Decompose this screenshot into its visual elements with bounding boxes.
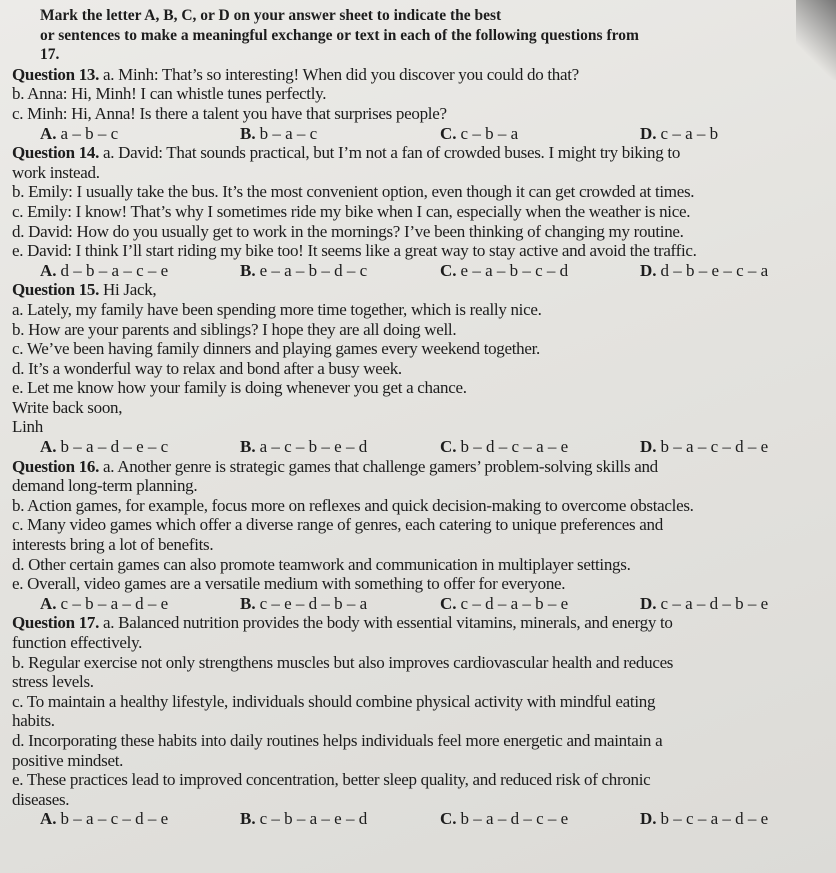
answer-option-c[interactable]	[440, 594, 630, 614]
question-line-text: e. These practices lead to improved concentration, better sleep quality, and reduced risk of chronic	[12, 770, 651, 790]
option-sequence: a – c – b – e – d	[259, 437, 368, 457]
answer-option-a[interactable]	[40, 437, 230, 457]
instruction-line: Mark the letter A, B, C, or D on your answer sheet to indicate the best	[40, 7, 502, 24]
question-line-text: Write back soon,	[12, 397, 123, 417]
answer-option-b[interactable]	[240, 261, 430, 281]
option-sequence: b – a – d – e – c	[60, 437, 169, 457]
question-line-text: positive mindset.	[12, 750, 124, 770]
option-sequence: b – d – c – a – e	[460, 437, 569, 457]
question-line	[0, 574, 836, 594]
question-line-text: c. Emily: I know! That’s why I sometimes ride my bike when I can, especially when the weather is nice.	[12, 201, 691, 221]
option-sequence: c – b – a	[460, 123, 519, 143]
option-letter: C.	[440, 809, 457, 829]
question-range: 17.	[40, 46, 60, 64]
question-line	[0, 65, 836, 85]
question-line	[0, 241, 836, 261]
question-line	[0, 613, 836, 633]
answer-option-d[interactable]	[640, 594, 830, 614]
question-label: Question 14.	[12, 143, 100, 163]
question-line	[0, 692, 836, 712]
option-sequence: c – d – a – b – e	[460, 593, 569, 613]
option-letter: D.	[640, 809, 657, 829]
question-line	[0, 555, 836, 575]
answer-option-c[interactable]	[440, 809, 630, 829]
question-line-text: e. Overall, video games are a versatile medium with something to offer for everyone.	[12, 574, 566, 594]
question-line	[0, 417, 836, 437]
answer-option-a[interactable]	[40, 594, 230, 614]
answer-option-d[interactable]	[640, 809, 830, 829]
question-line	[0, 222, 836, 242]
question-line	[0, 633, 836, 653]
question-label: Question 17.	[12, 613, 100, 633]
question-line-text: e. Let me know how your family is doing whenever you get a chance.	[12, 378, 467, 398]
option-letter: B.	[240, 123, 256, 143]
question-line	[0, 476, 836, 496]
question-line	[0, 84, 836, 104]
question-line	[0, 731, 836, 751]
answer-option-b[interactable]	[240, 809, 430, 829]
question-line-text: a. Balanced nutrition provides the body with essential vitamins, minerals, and energy to	[103, 613, 673, 633]
option-letter: B.	[240, 593, 256, 613]
question-line-text: b. How are your parents and siblings? I hope they are all doing well.	[12, 319, 457, 339]
question-line	[0, 672, 836, 692]
question-line-text: c. Minh: Hi, Anna! Is there a talent you have that surprises people?	[12, 103, 447, 123]
option-sequence: d – b – a – c – e	[60, 260, 169, 280]
option-sequence: b – a – c – d – e	[60, 809, 169, 829]
question-line	[0, 163, 836, 183]
option-sequence: a – b – c	[60, 123, 119, 143]
option-sequence: d – b – e – c – a	[660, 260, 769, 280]
option-letter: B.	[240, 437, 256, 457]
question-line	[0, 359, 836, 379]
answer-options	[0, 594, 836, 614]
instruction-line: or sentences to make a meaningful exchange or text in each of the following questions from	[40, 26, 639, 44]
option-sequence: c – a – d – b – e	[660, 593, 769, 613]
option-sequence: b – c – a – d – e	[660, 809, 769, 829]
option-letter: C.	[440, 260, 457, 280]
answer-options	[0, 437, 836, 457]
option-sequence: b – a – c	[259, 123, 318, 143]
answer-options	[0, 261, 836, 281]
question-line	[0, 320, 836, 340]
question-label: Question 15.	[12, 280, 100, 300]
answer-option-b[interactable]	[240, 594, 430, 614]
question-line-text: c. We’ve been having family dinners and playing games every weekend together.	[12, 339, 540, 359]
option-letter: B.	[240, 260, 256, 280]
question-line	[0, 457, 836, 477]
option-letter: A.	[40, 809, 57, 829]
question-line	[0, 535, 836, 555]
option-letter: A.	[40, 437, 57, 457]
answer-options	[0, 124, 836, 144]
question-line-text: stress levels.	[12, 672, 94, 692]
question-line-text: a. Another genre is strategic games that challenge gamers’ problem-solving skills and	[103, 456, 658, 476]
option-letter: D.	[640, 593, 657, 613]
question-line	[0, 653, 836, 673]
option-letter: D.	[640, 437, 657, 457]
option-sequence: e – a – b – c – d	[460, 260, 569, 280]
question-label: Question 13.	[12, 64, 100, 84]
question-line	[0, 378, 836, 398]
question-line-text: a. Lately, my family have been spending more time together, which is really nice.	[12, 299, 542, 319]
exam-sheet	[0, 6, 836, 829]
question-16	[0, 457, 836, 614]
option-letter: D.	[640, 260, 657, 280]
question-line	[0, 751, 836, 771]
question-line-text: d. It’s a wonderful way to relax and bond after a busy week.	[12, 358, 402, 378]
question-line	[0, 300, 836, 320]
question-line	[0, 104, 836, 124]
question-line-text: d. David: How do you usually get to work in the mornings? I’ve been thinking of changing my routine.	[12, 221, 684, 241]
answer-option-d[interactable]	[640, 124, 830, 144]
answer-option-c[interactable]	[440, 124, 630, 144]
question-line	[0, 496, 836, 516]
question-line-text: b. Anna: Hi, Minh! I can whistle tunes perfectly.	[12, 84, 327, 104]
question-line	[0, 515, 836, 535]
question-line-text: e. David: I think I’ll start riding my bike too! It seems like a great way to stay active and avoid the traffic.	[12, 241, 697, 261]
question-line-text: function effectively.	[12, 633, 143, 652]
question-line	[0, 790, 836, 810]
question-label: Question 16.	[12, 456, 100, 476]
option-letter: A.	[40, 260, 57, 280]
question-line-text: diseases.	[12, 789, 70, 809]
option-letter: C.	[440, 437, 457, 457]
answer-options	[0, 809, 836, 829]
question-line-text: a. Minh: That’s so interesting! When did you discover you could do that?	[103, 64, 579, 84]
option-letter: A.	[40, 593, 57, 613]
question-line-text: d. Incorporating these habits into daily routines helps individuals feel more energetic and maintain a	[12, 730, 663, 750]
answer-option-d[interactable]	[640, 261, 830, 281]
question-line	[0, 339, 836, 359]
option-letter: C.	[440, 123, 457, 143]
question-line-text: b. Emily: I usually take the bus. It’s the most convenient option, even though it can get crowded at times.	[12, 182, 695, 202]
option-sequence: c – a – b	[660, 123, 719, 143]
option-letter: A.	[40, 123, 57, 143]
question-line-text: interests bring a lot of benefits.	[12, 535, 214, 555]
question-line	[0, 143, 836, 163]
option-sequence: c – b – a – d – e	[60, 593, 169, 613]
question-line-text: Hi Jack,	[103, 280, 157, 300]
option-sequence: c – b – a – e – d	[259, 809, 368, 829]
answer-option-a[interactable]	[40, 124, 230, 144]
question-line	[0, 711, 836, 731]
question-line	[0, 770, 836, 790]
option-sequence: c – e – d – b – a	[259, 593, 368, 613]
option-sequence: b – a – d – c – e	[460, 809, 569, 829]
question-line	[0, 398, 836, 418]
question-line	[0, 202, 836, 222]
option-letter: C.	[440, 593, 457, 613]
answer-option-c[interactable]	[440, 437, 630, 457]
question-17	[0, 613, 836, 829]
question-line	[0, 182, 836, 202]
question-line-text: b. Regular exercise not only strengthens muscles but also improves cardiovascular health and reduces	[12, 652, 674, 672]
answer-option-b[interactable]	[240, 437, 430, 457]
answer-option-c[interactable]	[440, 261, 630, 281]
answer-option-d[interactable]	[640, 437, 830, 457]
answer-option-b[interactable]	[240, 124, 430, 144]
question-line-text: c. Many video games which offer a diverse range of genres, each catering to unique preferences and	[12, 515, 663, 535]
question-line-text: b. Action games, for example, focus more on reflexes and quick decision-making to overcome obstacles.	[12, 495, 694, 515]
question-line-text: a. David: That sounds practical, but I’m not a fan of crowded buses. I might try biking to	[103, 143, 681, 163]
question-14	[0, 143, 836, 280]
answer-option-a[interactable]	[40, 261, 230, 281]
question-line-text: c. To maintain a healthy lifestyle, individuals should combine physical activity with mindful eating	[12, 691, 656, 711]
question-line	[0, 280, 836, 300]
question-15	[0, 280, 836, 456]
question-line-text: d. Other certain games can also promote teamwork and communication in multiplayer settings.	[12, 554, 631, 574]
option-sequence: b – a – c – d – e	[660, 437, 769, 457]
option-letter: B.	[240, 809, 256, 829]
option-sequence: e – a – b – d – c	[259, 260, 368, 280]
question-line-text: Linh	[12, 417, 43, 437]
question-line-text: habits.	[12, 711, 55, 731]
answer-option-a[interactable]	[40, 809, 230, 829]
question-13	[0, 65, 836, 143]
question-line-text: work instead.	[12, 162, 100, 182]
question-line-text: demand long-term planning.	[12, 476, 198, 496]
option-letter: D.	[640, 123, 657, 143]
